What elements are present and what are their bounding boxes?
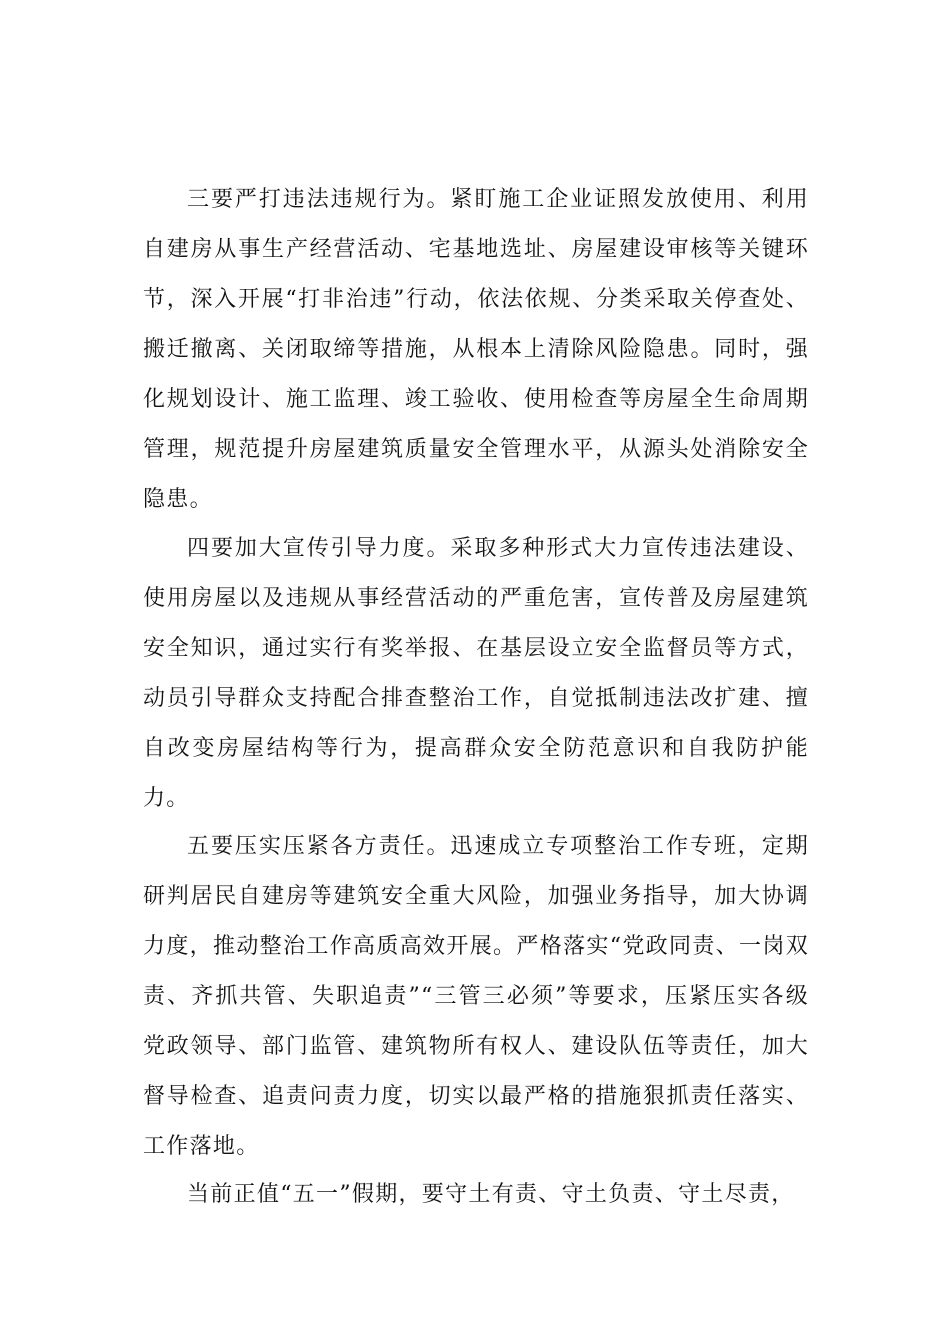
paragraph-5-responsibility: 五要压实压紧各方责任。迅速成立专项整治工作专班，定期研判居民自建房等建筑安全重大风险，加强业务指导，加大协调力度，推动整治工作高质高效开展。严格落实“党政同责、一岗双责、齐抓共管、失职追责”“三管三必须”等要求，压紧压实各级党政领导、部门监管、建筑物所有权人、建设队伍等责任，加大督导检查、追责问责力度，切实以最严格的措施狠抓责任落实、工作落地。 (143, 834, 809, 1159)
paragraph-holiday: 当前正值“五一”假期，要守土有责、守土负责、守土尽责， (187, 1182, 795, 1207)
paragraph-4-publicity: 四要加大宣传引导力度。采取多种形式大力宣传违法建设、使用房屋以及违规从事经营活动的严重危害，宣传普及房屋建筑安全知识，通过实行有奖举报、在基层设立安全监督员等方式，动员引导群众支持配合排查整治工作，自觉抵制违法改扩建、擅自改变房屋结构等行为，提高群众安全防范意识和自我防护能力。 (143, 536, 809, 811)
paragraph-3-illegal-crackdown: 三要严打违法违规行为。紧盯施工企业证照发放使用、利用自建房从事生产经营活动、宅基地选址、房屋建设审核等关键环节，深入开展“打非治违”行动，依法依规、分类采取关停查处、搬迁撤离、关闭取缔等措施，从根本上清除风险隐患。同时，强化规划设计、施工监理、竣工验收、使用检查等房屋全生命周期管理，规范提升房屋建筑质量安全管理水平，从源头处消除安全隐患。 (143, 187, 809, 512)
